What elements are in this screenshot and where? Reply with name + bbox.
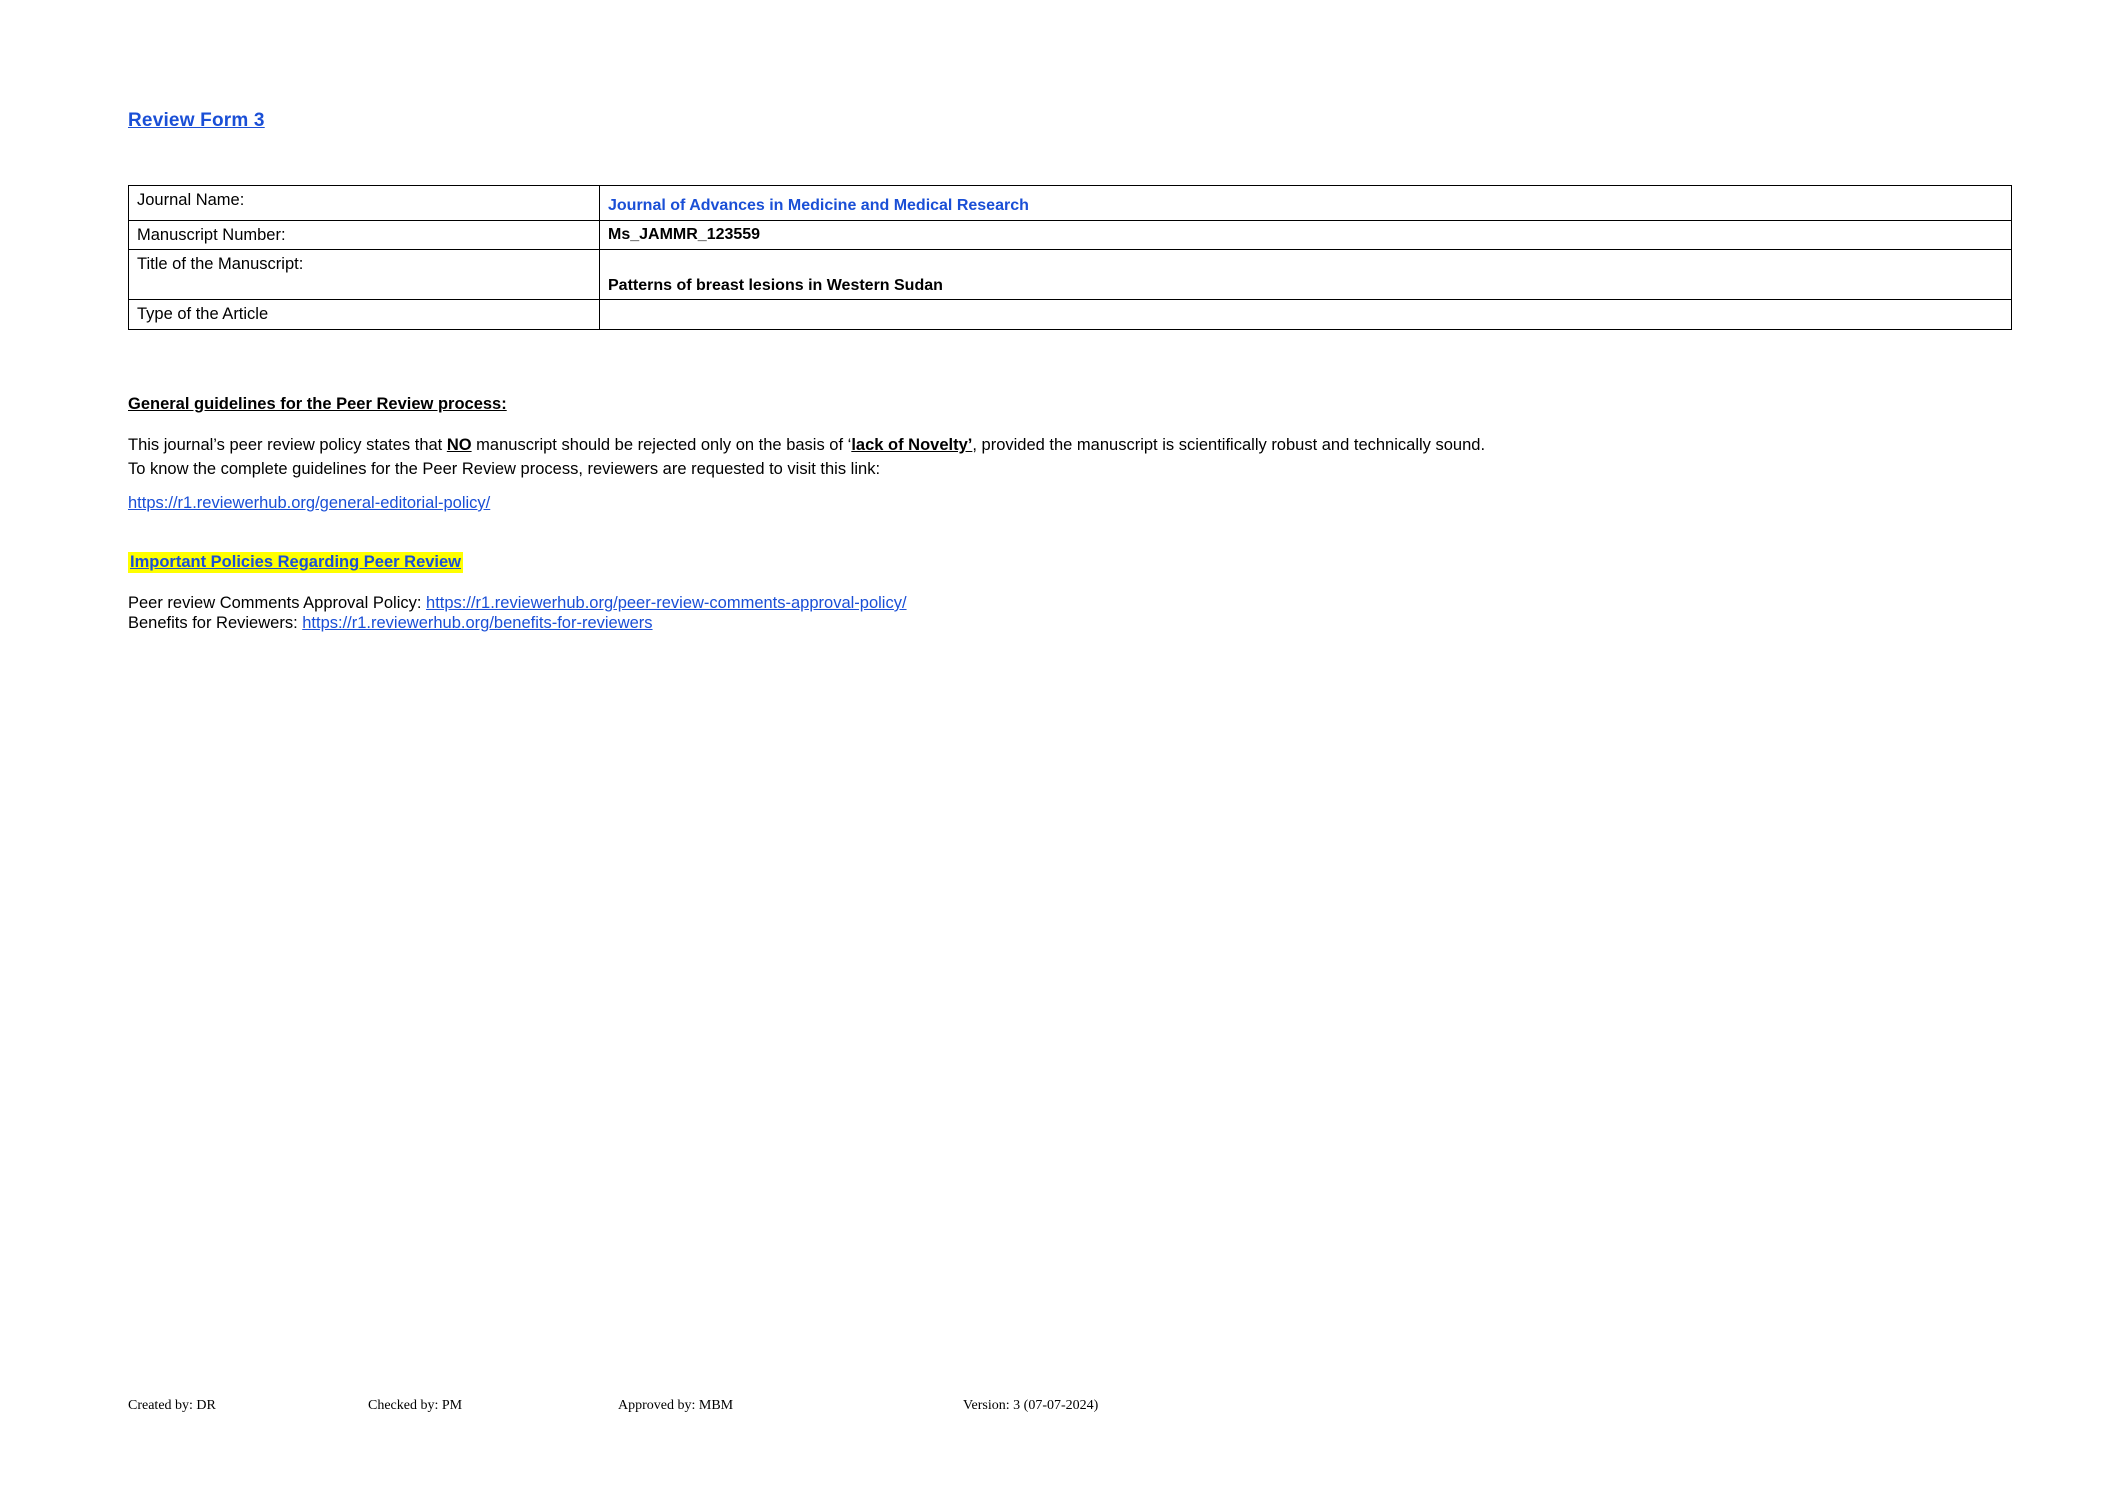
- table-row: [129, 249, 2012, 300]
- manuscript-meta-table: [128, 185, 2012, 330]
- manuscript-number-text: Ms_JAMMR_123559: [608, 225, 761, 243]
- footer-checked-by: Checked by: PM: [368, 1398, 463, 1413]
- manuscript-number-label: Manuscript Number:: [129, 220, 600, 249]
- page-title: Review Form 3: [128, 110, 265, 131]
- page-footer: [128, 1398, 2012, 1414]
- policy-text-part2: manuscript should be rejected only on the basis of ‘: [471, 436, 852, 454]
- table-row: [129, 220, 2012, 249]
- table-row: [129, 300, 2012, 329]
- general-editorial-policy-link-wrap: [128, 494, 490, 513]
- table-row: [129, 186, 2012, 221]
- approval-policy-label: Peer review Comments Approval Policy:: [128, 594, 427, 612]
- manuscript-title-text: Patterns of breast lesions in Western Sudan: [608, 276, 943, 294]
- policy-text-no: NO: [446, 436, 472, 454]
- journal-name-label: Journal Name:: [129, 186, 600, 221]
- general-editorial-policy-link[interactable]: https://r1.reviewerhub.org/general-editorial-policy/: [128, 494, 491, 512]
- benefits-link[interactable]: https://r1.reviewerhub.org/benefits-for-reviewers: [302, 614, 653, 632]
- important-policies-heading: Important Policies Regarding Peer Review: [130, 553, 462, 571]
- approval-policy-link[interactable]: https://r1.reviewerhub.org/peer-review-comments-approval-policy/: [426, 594, 907, 612]
- policy-text-line2: To know the complete guidelines for the Peer Review process, reviewers are requested to visit this link:: [128, 459, 881, 478]
- article-type-value: [600, 300, 2012, 329]
- manuscript-title-value: [600, 249, 2012, 300]
- footer-created-by: Created by: DR: [128, 1398, 216, 1413]
- general-guidelines-heading: General guidelines for the Peer Review process:: [128, 395, 507, 413]
- policy-text-lack-of-novelty: lack of Novelty’: [851, 436, 973, 454]
- journal-name-value: [600, 186, 2012, 221]
- benefits-line: [128, 612, 653, 636]
- manuscript-number-value: [600, 220, 2012, 249]
- peer-review-policy-paragraph: [128, 434, 1828, 482]
- article-type-label: Type of the Article: [129, 300, 600, 329]
- benefits-label: Benefits for Reviewers:: [128, 614, 303, 632]
- journal-name-text: Journal of Advances in Medicine and Medical Research: [608, 197, 1029, 214]
- policy-text-part3: , provided the manuscript is scientifically robust and technically sound.: [972, 436, 1486, 454]
- footer-approved-by: Approved by: MBM: [618, 1398, 734, 1413]
- manuscript-title-label: Title of the Manuscript:: [129, 249, 600, 300]
- footer-version: Version: 3 (07-07-2024): [963, 1398, 1099, 1413]
- policy-text-part1: This journal’s peer review policy states that: [128, 436, 447, 454]
